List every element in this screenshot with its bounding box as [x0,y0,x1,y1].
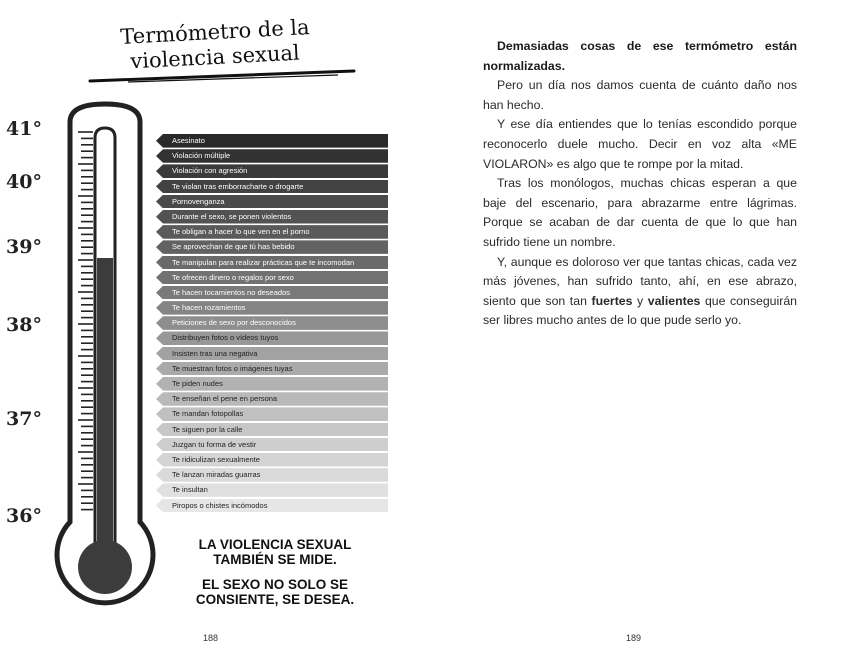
degree-label-40: 40° [6,171,42,193]
level-label: Juzgan tu forma de vestir [172,439,257,449]
violence-level-item [156,423,388,437]
paragraph-2: Y ese día entiendes que lo tenías escondido porque reconocerlo duele mucho. Decir en voz alta «ME VIOLARON» es algo que te rompe por la mitad. [483,117,797,171]
level-label: Durante el sexo, se ponen violentos [172,211,292,221]
degree-label-39: 39° [6,236,42,258]
violence-level-item [156,316,388,330]
violence-level-item [156,407,388,421]
paragraph-4-part-mid: y [632,293,648,308]
violence-level-item [156,256,388,270]
violence-level-item [156,149,388,163]
violence-level-item [156,468,388,482]
title-line-2: violencia sexual [129,40,301,74]
level-label: Te insultan [172,485,208,495]
level-label: Distribuyen fotos o vídeos tuyos [172,333,279,343]
paragraph-4-part-a: Y, aunque es doloroso ver que tantas chicas, cada vez más jóvenes, han sufrido tanto, ahí, en ese abrazo, siento que son tan [483,254,797,308]
degree-label-41: 41° [6,118,42,140]
paragraph-3: Tras los monólogos, muchas chicas esperan a que baje del escenario, para abrazarme entre lágrimas. Porque se acaban de dar cuenta de que lo que han sufrido tiene un nombre. [483,176,797,249]
violence-level-item [156,195,388,209]
degree-label-36: 36° [6,505,42,527]
level-label: Te piden nudes [172,379,223,388]
level-label: Te enseñan el pene en persona [172,394,278,404]
level-label: Pornovenganza [172,196,225,206]
level-label: Te obligan a hacer lo que ven en el porno [172,227,310,237]
level-label: Te muestran fotos o imágenes tuyas [172,363,293,373]
level-label: Violación múltiple [172,151,231,161]
violence-level-item [156,301,388,315]
level-label: Te hacen rozamientos [172,303,246,313]
level-label: Peticiones de sexo por desconocidos [172,318,296,328]
slogan-line-2: EL SEXO NO SOLO SE CONSIENTE, SE DESEA. [195,577,355,607]
level-label: Violación con agresión [172,166,248,176]
thermometer-icon [0,0,160,620]
page-number-left: 188 [203,633,219,643]
paragraph-1: Pero un día nos damos cuenta de cuánto daño nos han hecho. [483,78,797,112]
violence-level-item [156,347,388,361]
level-label: Te mandan fotopollas [172,409,244,419]
level-label: Te violan tras emborracharte o drogarte [172,181,304,191]
level-label: Te hacen tocamientos no deseados [172,287,290,297]
violence-level-item [156,483,388,497]
violence-level-item [156,286,388,300]
lead-paragraph: Demasiadas cosas de ese termómetro están normalizadas. [483,39,797,73]
violence-level-item [156,134,388,148]
violence-levels-list [156,134,388,514]
title-line-1: Termómetro de la [119,15,311,49]
level-label: Insisten tras una negativa [172,348,258,358]
paragraph-4 [483,253,797,331]
slogan-line-1: LA VIOLENCIA SEXUAL TAMBIÉN SE MIDE. [198,537,352,567]
level-label: Te lanzan miradas guarras [172,470,261,480]
violence-level-item [156,225,388,239]
violence-level-item [156,210,388,224]
violence-level-item [156,392,388,406]
violence-level-item [156,453,388,467]
level-label: Se aprovechan de que tú has bebido [172,242,295,252]
violence-level-item [156,240,388,254]
violence-level-item [156,377,388,391]
word-fuertes: fuertes [591,293,633,308]
violence-level-item [156,180,388,194]
violence-level-item [156,438,388,452]
right-page [425,0,850,659]
level-label: Te ofrecen dinero o regalos por sexo [172,272,294,282]
level-label: Asesinato [172,136,205,145]
level-label: Te ridiculizan sexualmente [172,454,260,464]
level-label: Piropos o chistes incómodos [172,500,268,510]
body-text [483,37,797,331]
page-number-right: 189 [626,633,642,643]
violence-level-item [156,164,388,178]
violence-level-item [156,362,388,376]
paragraph-4-part-b: que conseguirán ser libres mucho antes de lo que pude serlo yo. [483,293,798,328]
level-label: Te siguen por la calle [172,424,243,434]
level-label: Te manipulan para realizar prácticas que te incomodan [172,257,355,267]
violence-level-item [156,271,388,285]
word-valientes: valientes [647,293,701,308]
degree-label-38: 38° [6,314,42,336]
degree-label-37: 37° [6,408,42,430]
violence-level-item [156,499,388,513]
violence-level-item [156,331,388,345]
